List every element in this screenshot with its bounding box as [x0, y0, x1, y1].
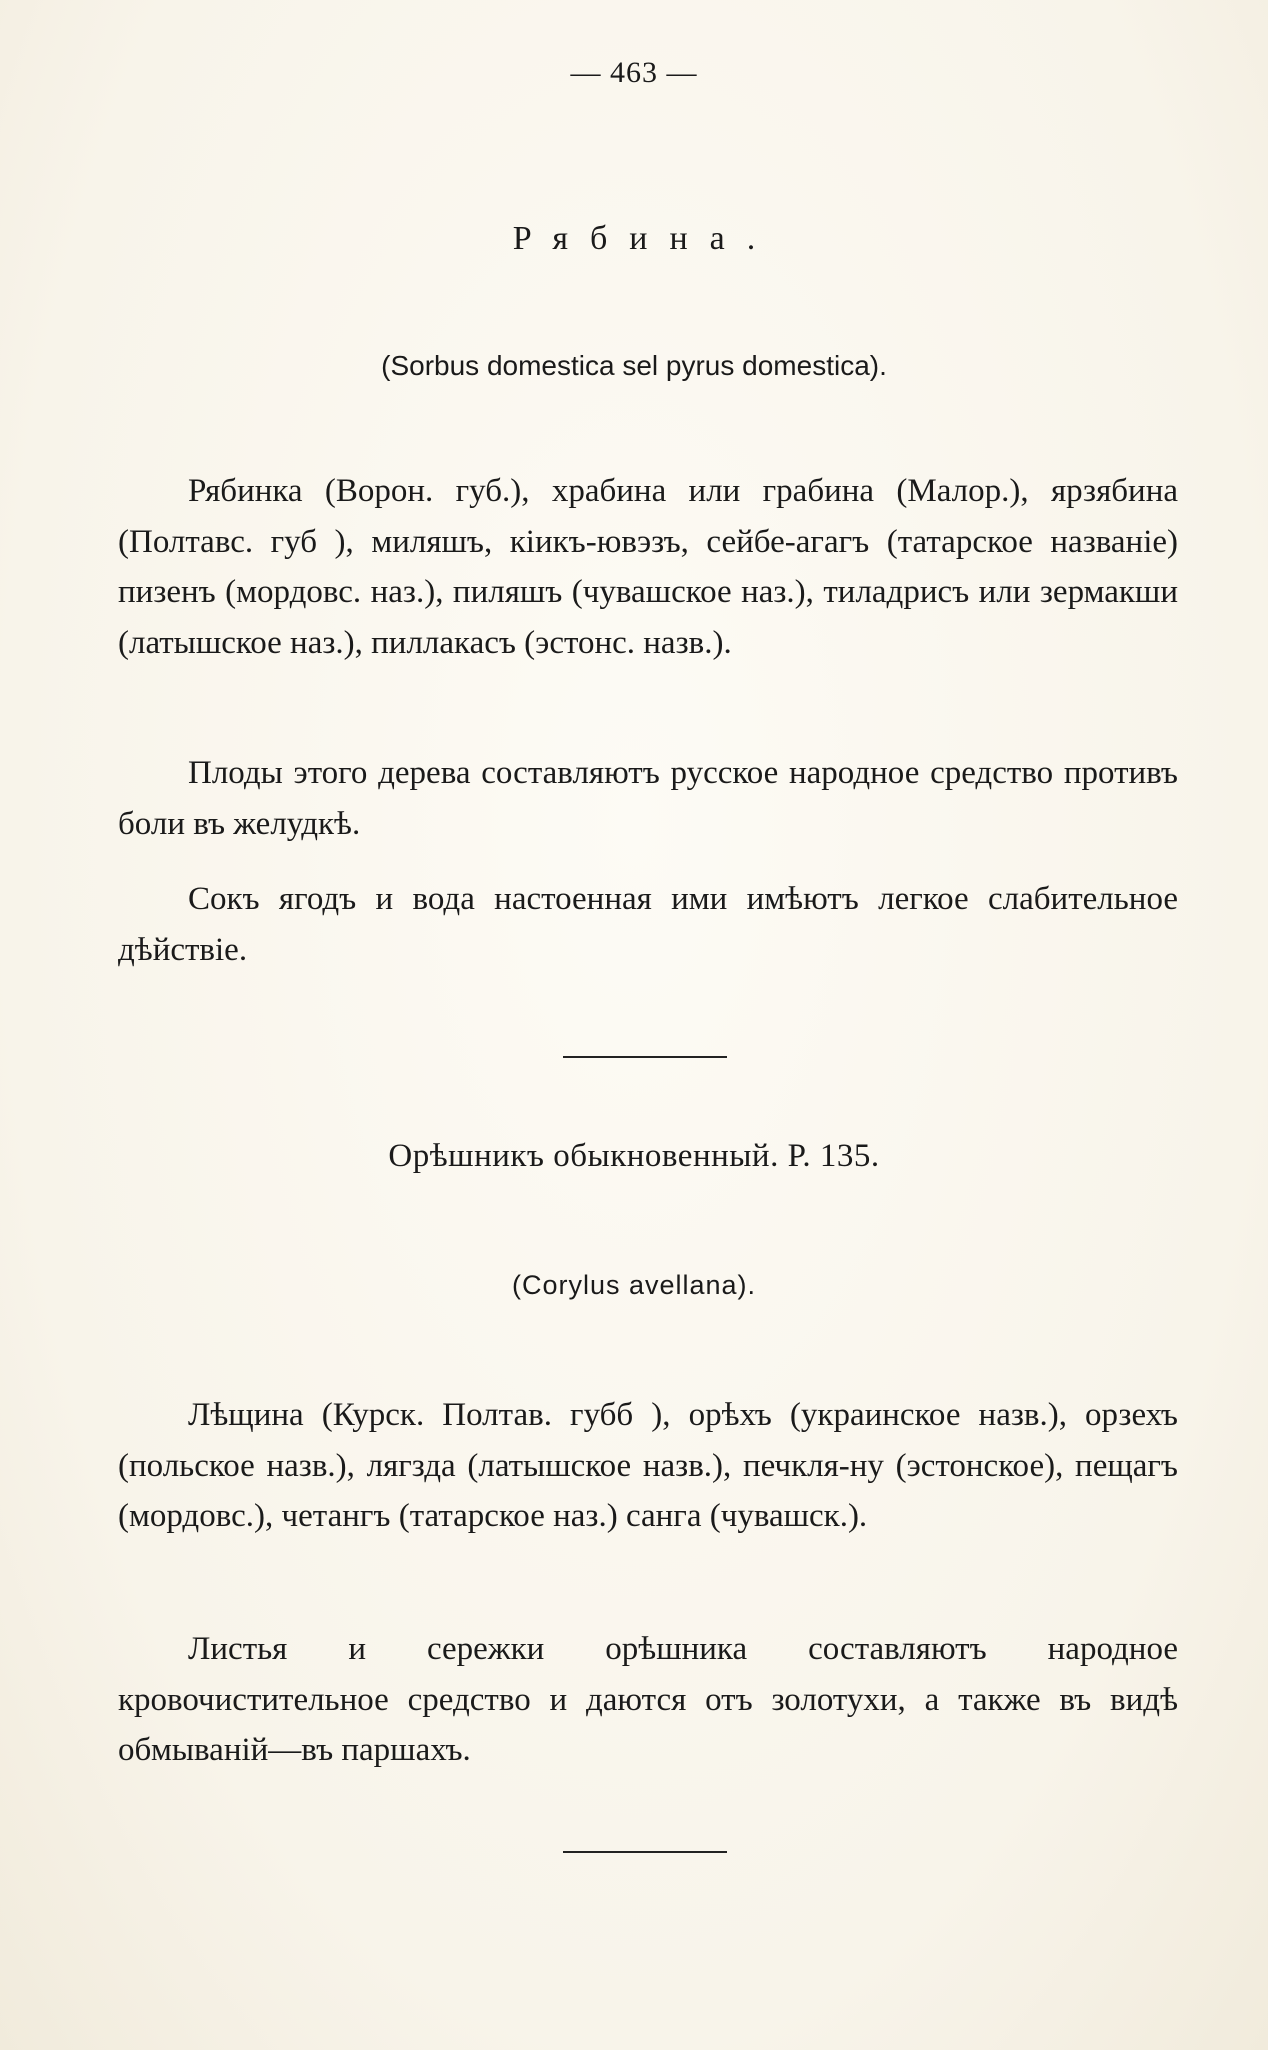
- paragraph-text: Сокъ ягодъ и вода настоенная ими имѣютъ легкое слабительное дѣйствiе.: [118, 881, 1178, 968]
- paragraph-text: Плоды этого дерева составляютъ русское народное средство противъ боли въ желудкѣ.: [118, 755, 1178, 842]
- paragraph-ryabina-use: [118, 748, 1178, 849]
- paragraph-ryabina-names: [118, 466, 1178, 668]
- latin-name-sorbus: (Sorbus domestica sel pyrus domestica).: [381, 350, 887, 381]
- paragraph-oreshnik-use: [118, 1624, 1178, 1776]
- paragraph-text: Лѣщина (Курск. Полтав. губб ), орѣхъ (украинское назв.), орзехъ (польское назв.), лягзда (латышское назв.), печкля-ну (эстонское), пещагъ (мордовс.), четангъ (татарское наз.) санга (чувашск.).: [118, 1397, 1178, 1534]
- section-title-oreshnik: Орѣшникъ обыкновенный. Р. 135.: [388, 1138, 880, 1174]
- paragraph-oreshnik-names: [118, 1390, 1178, 1542]
- paragraph-text: Рябинка (Ворон. губ.), храбина или грабина (Малор.), ярзябина (Полтавс. губ ), миляшъ, кiикъ-ювэзъ, сейбе-агагъ (татарское названiе) пизенъ (мордовс. наз.), пиляшъ (чувашское наз.), тиладрисъ или зермакши (латышское наз.), пиллакасъ (эстонс. назв.).: [118, 473, 1178, 661]
- paragraph-ryabina-juice: [118, 874, 1178, 975]
- section-divider: [563, 1056, 727, 1058]
- paragraph-text: Листья и сережки орѣшника составляютъ народное кровочистительное средство и даются отъ золотухи, а также въ видѣ обмыванiй—въ паршахъ.: [118, 1631, 1178, 1768]
- page-number: — 463 —: [570, 56, 698, 89]
- end-divider: [563, 1851, 727, 1853]
- section-title-ryabina: Рябина.: [512, 220, 778, 257]
- latin-name-corylus: (Corylus avellana).: [511, 1270, 757, 1300]
